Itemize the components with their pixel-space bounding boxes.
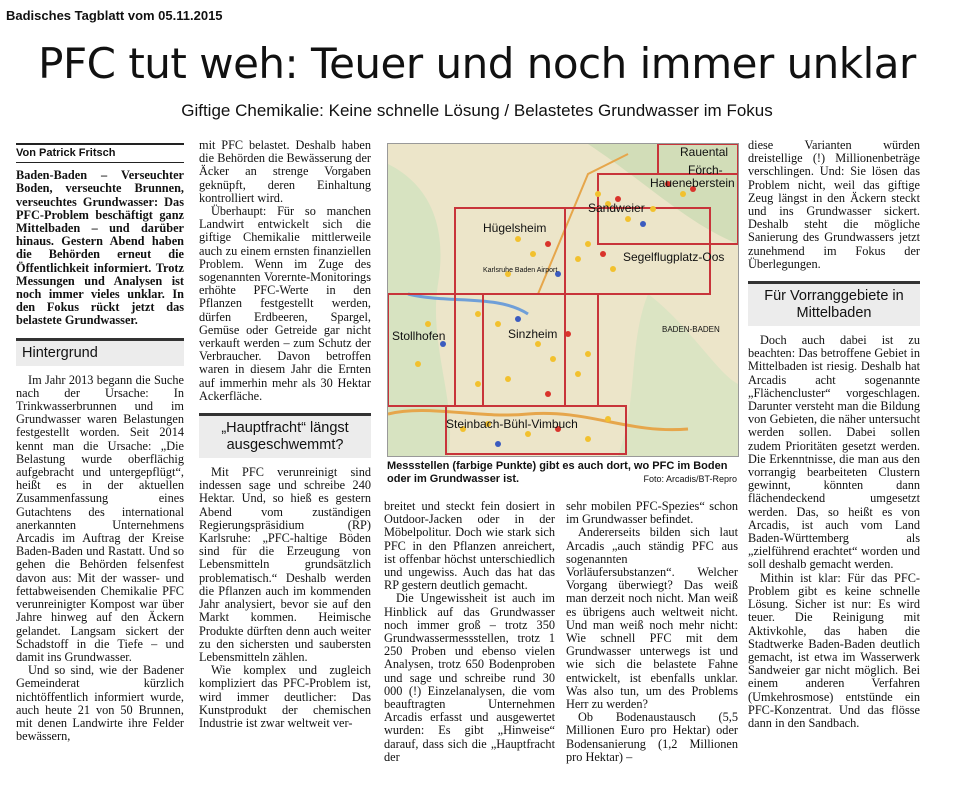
box-title-vorranggebiete: Für Vorranggebiete in Mittelbaden xyxy=(748,281,920,326)
paragraph: Wie komplex und zugleich kompliziert das PFC-Problem ist, wird immer deutlicher: Das Kunstprodukt der chemischen Industrie ist zwar weltweit ver- xyxy=(199,663,371,730)
map-label-huegelsheim: Hügelsheim xyxy=(483,221,547,235)
cluster-map xyxy=(387,143,739,457)
paragraph: diese Varianten würden dreistellige (!) Millionenbeträge verschlingen. Und: Sie lösen das Problem nicht, weil das giftige Zeug längst in den Äckern steckt und ins Grundwasser sickert. Deshalb steht die mögliche Sanierung des Grundwassers jetzt zunehmend im Fokus der Überlegungen. xyxy=(748,138,920,271)
paragraph: Und so sind, wie der Badener Gemeinderat kürzlich nichtöffentlich informiert wurde, auch heute 21 von 50 Brunnen, mit denen Landwirte ihre Felder bewässern, xyxy=(16,663,184,744)
map-label-segelflugplatz: Segelflugplatz-Oos xyxy=(623,250,725,264)
map-label-rauental: Rauental xyxy=(680,145,729,159)
map-label-steinbach: Steinbach-Bühl-Vimbuch xyxy=(446,417,578,431)
lead-paragraph: Baden-Baden – Verseuchter Boden, verseuchte Brunnen, verseuchtes Grundwasser: Das PFC-Problem beschäftigt ganz Mittelbaden – und darüber hinaus. Gestern Abend haben die Behörden erneut die Öffentlichkeit informiert. Trotz Messungen und Analysen ist noch immer vieles unklar. In den Fokus rückt jetzt das belastete Grundwasser. xyxy=(16,168,184,328)
headline: PFC tut weh: Teuer und noch immer unklar xyxy=(38,39,916,88)
box-title-hintergrund: Hintergrund xyxy=(16,338,184,366)
map-graphic xyxy=(388,144,738,456)
column-1 xyxy=(16,143,184,743)
paragraph: breitet und steckt fein dosiert in Outdoor-Jacken oder in der Möbelpolitur. Doch wie stark sich PFC in den Pflanzen anreichert, ist offenbar höchst unterschiedlich und ungewiss. Auch das hat das RP gestern deutlich gemacht. xyxy=(384,499,555,593)
map-label-foerch: Förch- xyxy=(688,163,723,177)
map-label-sinzheim: Sinzheim xyxy=(508,327,558,341)
column-2 xyxy=(199,139,371,730)
paragraph: Ob Bodenaustausch (5,5 Millionen Euro pro Hektar) oder Bodensanierung (1,2 Millionen pro Hektar) – xyxy=(566,710,738,764)
paragraph: Doch auch dabei ist zu beachten: Das betroffene Gebiet in Mittelbaden ist riesig. Deshalb hat Arcadis acht sogenannte „Flächencluster“ vorgeschlagen. Darunter versteht man die Bildung von Gebieten, die näher untersucht werden sollen. Dabei sollen zudem Prioritäten gesetzt werden. Die Erkenntnisse, die man aus den vorrangig bearbeiteten Clustern gewinnt, könnten dann flächendeckend umgesetzt werden. Das, so heißt es von Arcadis, ist auch vom Land Baden-Württemberg als „zielführend erachtet“ worden und soll deshalb gemacht werden. xyxy=(748,333,920,572)
paragraph: Mithin ist klar: Für das PFC-Problem gibt es keine schnelle Lösung. Sicher ist nur: Es wird teuer. Die Reinigung mit Aktivkohle, das haben die Stadtwerke Baden-Baden deutlich gemacht, ist etwa im Wasserwerk Sandweier gar nicht möglich. Bei einem anderen Verfahren (Umkehrosmose) entstünde ein PFC-Konzentrat. Und das flösse dann in den Sandbach. xyxy=(748,570,920,730)
map-label-airport: Karlsruhe Baden Airport xyxy=(483,267,558,274)
source-line: Badisches Tagblatt vom 05.11.2015 xyxy=(6,8,223,23)
paragraph: Die Ungewissheit ist auch im Hinblick auf das Grundwasser noch immer groß – trotz 350 Grundwassermessstellen, trotz 1 250 Proben und ebenso vielen Analysen, trotz 650 Bodenproben und sage und schreibe rund 30 000 (!) Einzelanalysen, die vom beauftragten Unternehmen Arcadis erfasst und ausgewertet wurden: Es gibt „Hinweise“ darauf, dass sich die „Hauptfracht der xyxy=(384,591,555,764)
box-title-hauptfracht: „Hauptfracht“ längst ausgeschwemmt? xyxy=(199,413,371,458)
map-label-sandweier: Sandweier xyxy=(588,201,645,215)
column-5 xyxy=(748,139,920,730)
map-label-baden-baden: BADEN-BADEN xyxy=(662,325,720,334)
paragraph: sehr mobilen PFC-Spezies“ schon im Grundwasser befindet. xyxy=(566,499,738,527)
caption-text: Messstellen (farbige Punkte) gibt es auch dort, wo PFC im Boden oder im Grundwasser ist. xyxy=(387,460,728,485)
map-label-stollhofen: Stollhofen xyxy=(392,329,446,343)
paragraph: mit PFC belastet. Deshalb haben die Behörden die Bewässerung der Äcker an strenge Vorgaben geknüpft, deren Einhaltung kontrolliert wird. xyxy=(199,138,371,205)
column-3 xyxy=(384,500,555,764)
byline: Von Patrick Fritsch xyxy=(16,143,184,163)
paragraph: Mit PFC verunreinigt sind indessen sage und schreibe 240 Hektar. Und, so hieß es gestern Abend vom zuständigen Regierungspräsidium (RP) Karlsruhe: „PFC-haltige Böden sind für die Erzeugung von Lebensmitteln grundsätzlich problematisch.“ Deshalb werden die Pflanzen auch im kommenden Jahr analysiert, bevor sie auf den Markt kommen. Heimische Produkte dürften denn auch weiter zu den sichersten und saubersten Lebensmitteln zählen. xyxy=(199,465,371,664)
photo-credit: Foto: Arcadis/BT-Repro xyxy=(643,474,737,484)
column-4 xyxy=(566,500,738,764)
map-label-haueneberstein: Haueneberstein xyxy=(650,176,735,190)
subheadline: Giftige Chemikalie: Keine schnelle Lösung / Belastetes Grundwasser im Fokus xyxy=(181,101,773,120)
map-caption xyxy=(387,460,737,486)
paragraph: Im Jahr 2013 begann die Suche nach der Ursache: In Trinkwasserbrunnen und im Grundwasser waren Belastungen festgestellt worden. Seit 2014 kennt man die Ursache: „Die Belastung wurde oberflächig aufgebracht und untergepflügt“, heißt es in der aktuellen Zusammenfassung eines Gutachtens des international anerkannten Unternehmens Arcadis im Auftrag der Kreise Baden-Baden und Rastatt. Und so gehen die Behörden felsenfest davon aus: Mit der wasser- und fettabweisenden Chemikalie PFC verunreinigter Kompost war über Jahre hinweg auf den Äckern gelandet. Langsam sickert der Schadstoff in die Tiefe – und damit ins Grundwasser. xyxy=(16,372,184,664)
paragraph: Andererseits bilden sich laut Arcadis „auch ständig PFC aus sogenannten Vorläufersubstanzen“. Welcher Vorgang überwiegt? Das weiß man derzeit noch nicht. Man weiß es übrigens auch weltweit nicht. Und man weiß noch mehr nicht: Wie schnell PFC mit dem Grundwasser unterwegs ist und wie sich die belastete Fahne entwickelt, ist ebenfalls unklar. Was also tun, um des Problems Herr zu werden? xyxy=(566,525,738,712)
paragraph: Überhaupt: Für so manchen Landwirt entwickelt sich die giftige Chemikalie mittlerweile auch zu einem ernsten finanziellen Problem. Wenn im Zuge des sogenannten Vorernte-Monitorings erhöhte PFC-Werte in den Pflanzen festgestellt werden, dürfen Erdbeeren, Spargel, Gemüse oder Getreide gar nicht verkauft werden – zum Schutz der Verbraucher. Davon betroffen waren in diesem Jahr die Ernten auf immerhin mehr als 30 Hektar Ackerfläche. xyxy=(199,204,371,403)
